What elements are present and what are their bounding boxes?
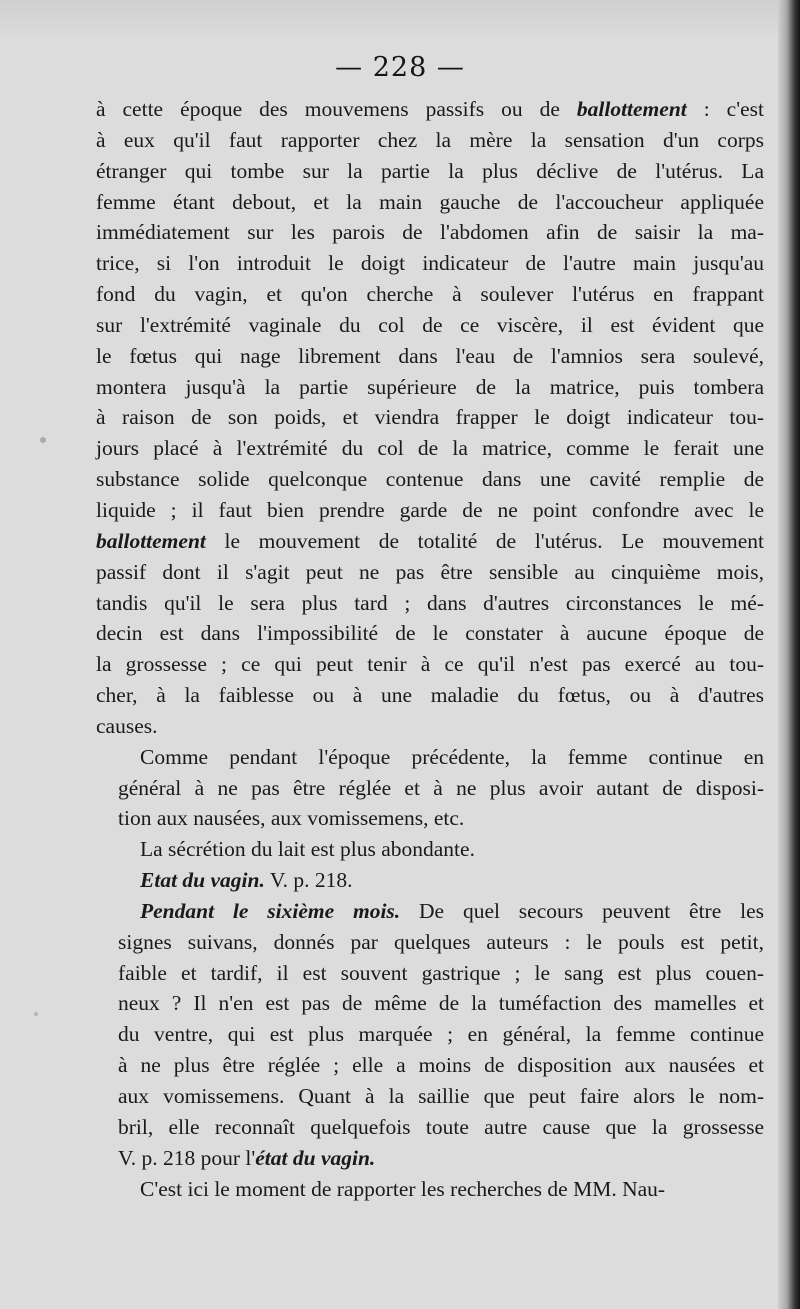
ink-spot — [34, 1012, 38, 1016]
text-run: général à ne pas être réglée et à ne plus avoir autant de disposi- — [118, 775, 764, 800]
text-run: : c'est — [686, 97, 764, 121]
text-run: à eux qu'il faut rapporter chez la mère la sensation d'un corps — [96, 127, 764, 152]
emphasized-text: ballottement — [576, 97, 687, 121]
text-run: le fœtus qui nage librement dans l'eau de l'amnios sera soulevé, — [96, 343, 764, 368]
text-run: passif dont il s'agit peut ne pas être sensible au cinquième mois, — [96, 559, 764, 584]
text-line — [96, 618, 764, 649]
text-line — [96, 1174, 764, 1205]
text-line — [96, 433, 764, 464]
text-line — [96, 1050, 764, 1081]
text-line — [96, 94, 764, 125]
text-line — [96, 927, 764, 958]
text-line — [96, 896, 764, 927]
text-line — [96, 402, 764, 433]
paragraph — [96, 1174, 764, 1205]
text-line — [96, 1081, 764, 1112]
emphasized-text: Pendant le sixième mois. — [140, 898, 401, 923]
text-run: De quel secours peuvent être les — [400, 898, 764, 923]
text-run: étranger qui tombe sur la partie la plus déclive de l'utérus. La — [96, 158, 764, 183]
text-line — [96, 988, 764, 1019]
text-run: du ventre, qui est plus marquée ; en général, la femme continue — [118, 1022, 764, 1047]
text-line — [96, 248, 764, 279]
text-run: tion aux nausées, aux vomissemens, etc. — [118, 806, 465, 831]
text-line — [96, 742, 764, 773]
emphasized-text: état du vagin. — [255, 1145, 376, 1170]
paragraph — [96, 896, 764, 1174]
text-run: faible et tardif, il est souvent gastrique ; le sang est plus couen- — [118, 960, 764, 985]
text-line — [96, 1019, 764, 1050]
text-line — [96, 310, 764, 341]
paragraph — [96, 834, 764, 865]
paragraph — [96, 94, 764, 742]
text-line — [96, 711, 764, 742]
text-line — [96, 557, 764, 588]
text-line — [96, 834, 764, 865]
text-line — [96, 649, 764, 680]
text-run: cher, à la faiblesse ou à une maladie du fœtus, ou à d'autres — [96, 683, 764, 708]
text-line — [96, 958, 764, 989]
text-run: Comme pendant l'époque précédente, la femme continue en — [140, 744, 764, 769]
text-run: la grossesse ; ce qui peut tenir à ce qu'il n'est pas exercé au tou- — [96, 652, 764, 677]
text-run: aux vomissemens. Quant à la saillie que peut faire alors le nom- — [118, 1084, 764, 1108]
text-run: neux ? Il n'en est pas de même de la tuméfaction des mamelles et — [118, 991, 764, 1016]
paragraph — [96, 865, 764, 896]
text-line — [96, 495, 764, 526]
text-line — [96, 680, 764, 711]
text-line — [96, 279, 764, 310]
text-run: La sécrétion du lait est plus abondante. — [140, 837, 475, 862]
text-run: sur l'extrémité vaginale du col de ce viscère, il est évident que — [96, 312, 764, 337]
text-line — [96, 464, 764, 495]
text-run: bril, elle reconnaît quelquefois toute autre cause que la grossesse — [118, 1114, 764, 1139]
page-number: — 228 — — [335, 52, 465, 83]
text-run: liquide ; il faut bien prendre garde de ne point confondre avec le — [96, 497, 764, 522]
text-run: trice, si l'on introduit le doigt indicateur de l'autre main jusqu'au — [96, 251, 764, 276]
text-run: à ne plus être réglée ; elle a moins de disposition aux nausées et — [118, 1053, 764, 1078]
text-line — [96, 865, 764, 896]
text-run: tandis qu'il le sera plus tard ; dans d'autres circonstances le mé- — [96, 590, 764, 615]
text-line — [96, 156, 764, 187]
text-line — [96, 372, 764, 403]
text-run: à cette époque des mouvemens passifs ou de — [96, 97, 577, 121]
text-line — [96, 1143, 764, 1174]
text-line — [96, 187, 764, 218]
text-run: à raison de son poids, et viendra frapper le doigt indicateur tou- — [96, 405, 764, 430]
text-line — [96, 1112, 764, 1143]
text-run: le mouvement de totalité de l'utérus. Le mouvement — [205, 528, 764, 553]
page-shadow — [0, 0, 800, 40]
text-run: V. p. 218 pour l' — [118, 1145, 256, 1170]
text-run: immédiatement sur les parois de l'abdomen afin de saisir la ma- — [96, 220, 764, 245]
text-run: C'est ici le moment de rapporter les recherches de MM. Nau- — [140, 1176, 666, 1201]
text-run: signes suivans, donnés par quelques auteurs : le pouls est petit, — [118, 929, 764, 954]
emphasized-text: Etat du vagin. — [140, 868, 265, 893]
text-run: substance solide quelconque contenue dans une cavité remplie de — [96, 467, 764, 492]
text-run: montera jusqu'à la partie supérieure de la matrice, puis tombera — [96, 374, 764, 399]
ink-spot — [40, 437, 46, 443]
text-line — [96, 217, 764, 248]
text-line — [96, 341, 764, 372]
text-line — [96, 773, 764, 804]
text-run: causes. — [96, 713, 158, 738]
emphasized-text: ballottement — [96, 528, 206, 553]
text-run: fond du vagin, et qu'on cherche à soulever l'utérus en frappant — [96, 282, 764, 307]
paragraph — [96, 742, 764, 835]
page-binding-edge — [778, 0, 800, 1309]
text-line — [96, 125, 764, 156]
text-line — [96, 526, 764, 557]
text-line — [96, 588, 764, 619]
text-run: jours placé à l'extrémité du col de la matrice, comme le ferait une — [96, 436, 764, 461]
text-run: femme étant debout, et la main gauche de l'accoucheur appliquée — [96, 189, 764, 214]
body-text — [96, 94, 764, 1204]
text-run: V. p. 218. — [264, 868, 353, 893]
text-run: decin est dans l'impossibilité de le constater à aucune époque de — [96, 621, 764, 646]
text-line — [96, 803, 764, 834]
